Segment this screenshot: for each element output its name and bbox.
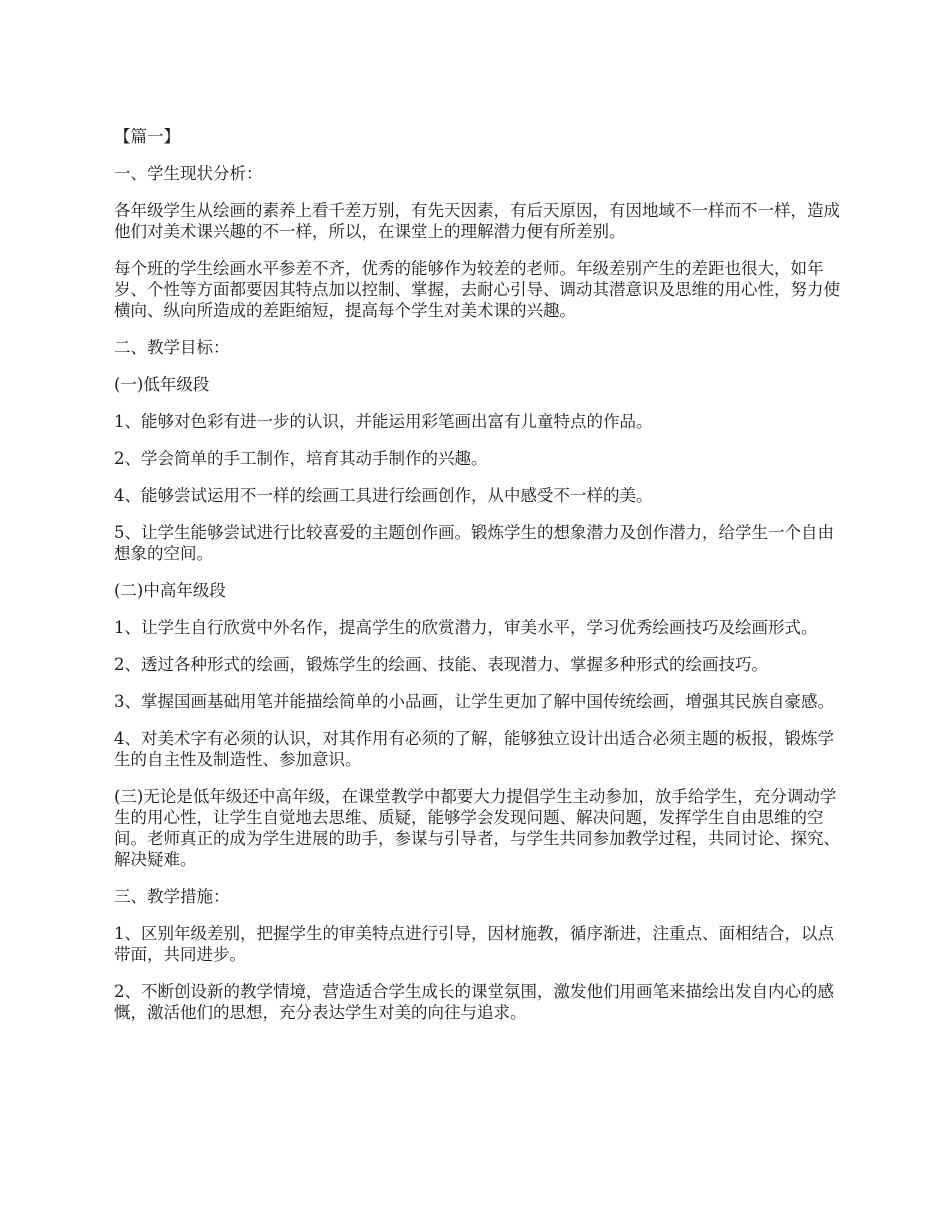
section-title: 三、教学措施： — [114, 887, 230, 906]
list-item: 1、能够对色彩有进一步的认识，并能运用彩笔画出富有儿童特点的作品。 — [114, 412, 653, 431]
list-item: 2、不断创设新的教学情境，营造适合学生成长的课堂氛围，激发他们用画笔来描绘出发自内心的感慨，激活他们的思想，充分表达学生对美的向往与追求。 — [114, 982, 834, 1022]
paragraph: 每个班的学生绘画水平参差不齐，优秀的能够作为较差的老师。年级差别产生的差距也很大，如年岁、个性等方面都要因其特点加以控制、掌握，去耐心引导、调动其潜意识及思维的用心性，努力使横向、纵向所造成的差距缩短，提高每个学生对美术课的兴趣。 — [114, 259, 840, 320]
list-item: 4、能够尝试运用不一样的绘画工具进行绘画创作，从中感受不一样的美。 — [114, 486, 653, 505]
list-item: 3、掌握国画基础用笔并能描绘简单的小品画，让学生更加了解中国传统绘画，增强其民族自豪感。 — [114, 692, 834, 711]
document-body — [114, 126, 844, 1039]
section-heading: 【篇一】 — [114, 127, 180, 146]
list-item: 1、区别年级差别，把握学生的审美特点进行引导，因材施教，循序渐进，注重点、面相结合，以点带面，共同进步。 — [114, 924, 834, 964]
subsection-title: (一)低年级段 — [114, 375, 210, 394]
list-item: 1、让学生自行欣赏中外名作，提高学生的欣赏潜力，审美水平，学习优秀绘画技巧及绘画形式。 — [114, 618, 818, 637]
list-item: 2、学会简单的手工制作，培育其动手制作的兴趣。 — [114, 449, 488, 468]
paragraph: (三)无论是低年级还中高年级，在课堂教学中都要大力提倡学生主动参加，放手给学生，充分调动学生的用心性，让学生自觉地去思维、质疑，能够学会发现问题、解决问题，发挥学生自由思维的空间。老师真正的成为学生进展的助手，参谋与引导者，与学生共同参加教学过程，共同讨论、探究、解决疑难。 — [114, 787, 840, 869]
list-item: 4、对美术字有必须的认识，对其作用有必须的了解，能够独立设计出适合必须主题的板报，锻炼学生的自主性及制造性、参加意识。 — [114, 729, 834, 769]
section-title: 一、学生现状分析： — [114, 164, 263, 183]
paragraph: 各年级学生从绘画的素养上看千差万别，有先天因素，有后天原因，有因地域不一样而不一样，造成他们对美术课兴趣的不一样，所以，在课堂上的理解潜力便有所差别。 — [114, 201, 840, 241]
subsection-title: (二)中高年级段 — [114, 581, 226, 600]
list-item: 5、让学生能够尝试进行比较喜爱的主题创作画。锻炼学生的想象潜力及创作潜力，给学生一个自由想象的空间。 — [114, 523, 834, 563]
list-item: 2、透过各种形式的绘画，锻炼学生的绘画、技能、表现潜力、掌握多种形式的绘画技巧。 — [114, 655, 768, 674]
section-title: 二、教学目标： — [114, 338, 230, 357]
